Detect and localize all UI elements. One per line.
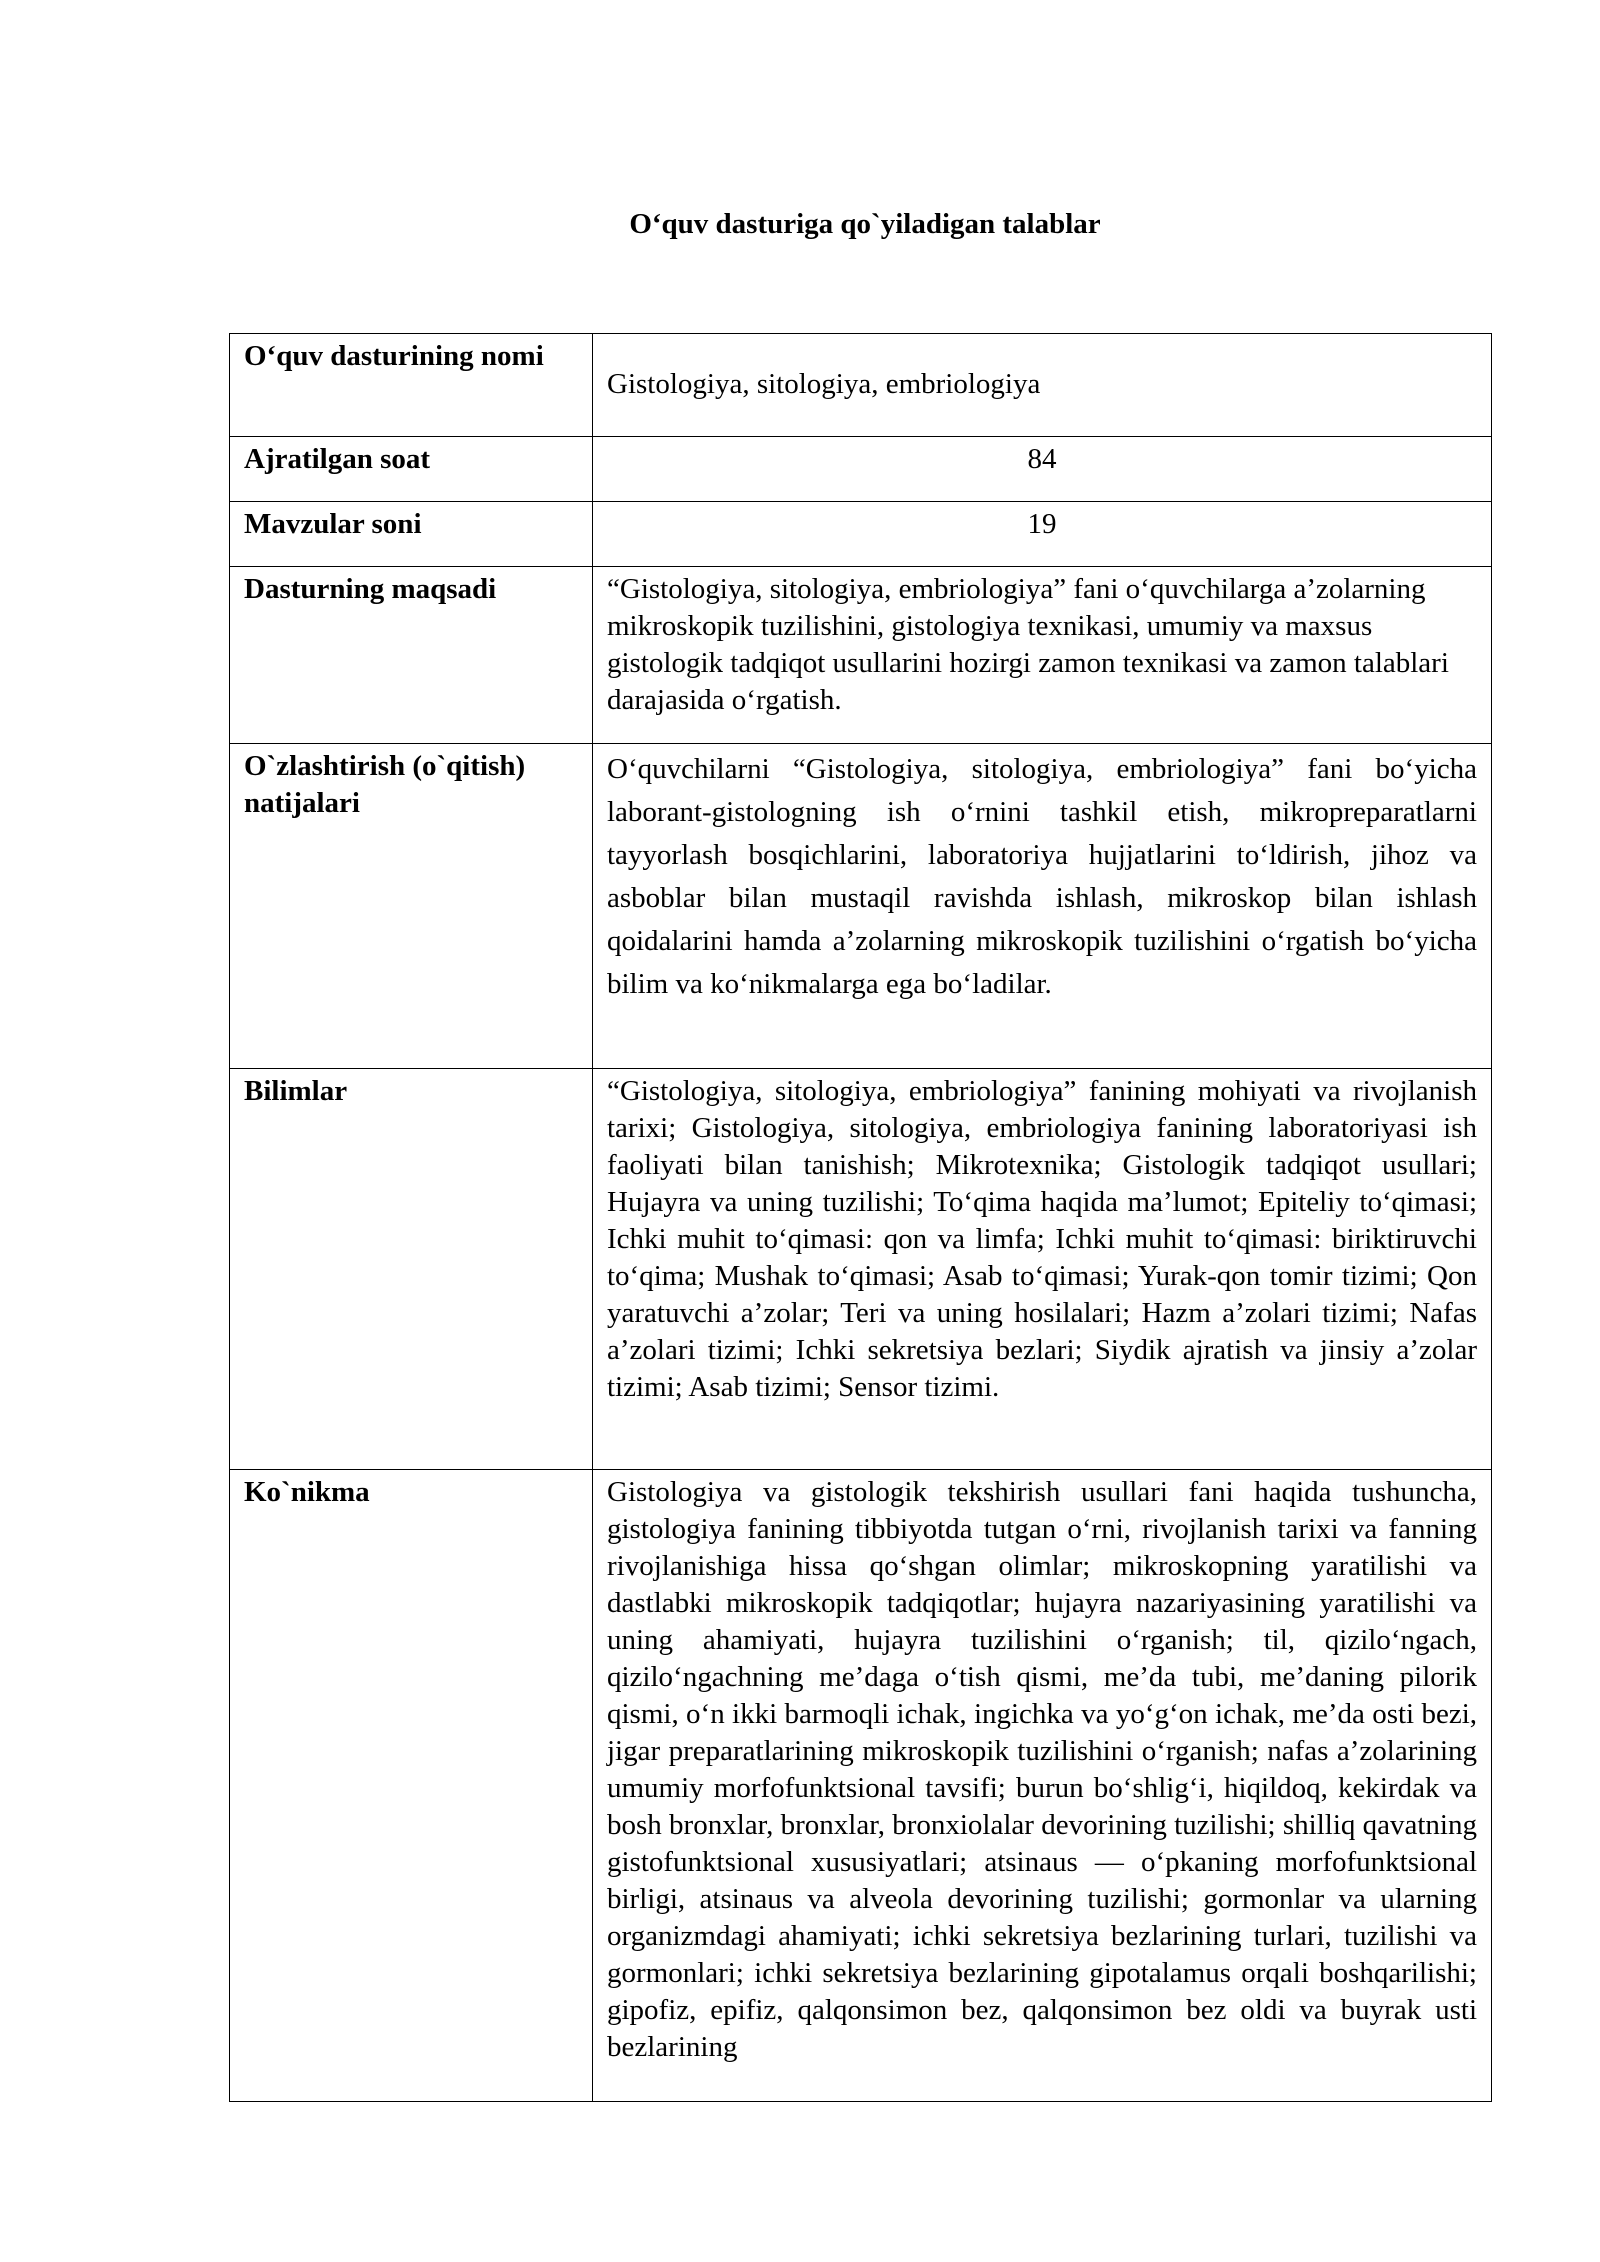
row-value-program-name: Gistologiya, sitologiya, embriologiya	[593, 334, 1492, 437]
table-row-knowledge	[230, 1069, 1492, 1470]
table-row-allocated-hours	[230, 437, 1492, 502]
row-value-program-goal: “Gistologiya, sitologiya, embriologiya” fani o‘quvchilarga a’zolarning mikroskopik tuzilishini, gistologiya texnikasi, umumiy va maxsus gistologik tadqiqot usullarini hozirgi zamon texnikasi va zamon talablari darajasida o‘rgatish.	[593, 567, 1492, 744]
row-value-learning-outcomes: O‘quvchilarni “Gistologiya, sitologiya, embriologiya” fani bo‘yicha laborant-gistologning ish o‘rnini tashkil etish, mikropreparatlarni tayyorlash bosqichlarini, laboratoriya hujjatlarini to‘ldirish, jihoz va asboblar bilan mustaqil ravishda ishlash, mikroskop bilan ishlash qoidalarini hamda a’zolarning mikroskopik tuzilishini o‘rgatish bo‘yicha bilim va ko‘nikmalarga ega bo‘ladilar.	[593, 744, 1492, 1069]
row-value-skills: Gistologiya va gistologik tekshirish usullari fani haqida tushuncha, gistologiya fanining tibbiyotda tutgan o‘rni, rivojlanish tarixi va fanning rivojlanishiga hissa qo‘shgan olimlar; mikroskopning yaratilishi va dastlabki mikroskopik tadqiqotlar; hujayra nazariyasining yaratilishi va uning ahamiyati, hujayra tuzilishini o‘rganish; til, qizilo‘ngach, qizilo‘ngachning me’daga o‘tish qismi, me’da tubi, me’daning pilorik qismi, o‘n ikki barmoqli ichak, ingichka va yo‘g‘on ichak, me’da osti bezi, jigar preparatlarining mikroskopik tuzilishini o‘rganish; nafas a’zolarining umumiy morfofunktsional tavsifi; burun bo‘shlig‘i, hiqildoq, kekirdak va bosh bronxlar, bronxlar, bronxiolalar devorining tuzilishi; shilliq qavatning gistofunktsional xususiyatlari; atsinaus — o‘pkaning morfofunktsional birligi, atsinaus va alveola devorining tuzilishi; gormonlar va ularning organizmdagi ahamiyati; ichki sekretsiya bezlarining turlari, tuzilishi va gormonlari; ichki sekretsiya bezlarining gipotalamus orqali boshqarilishi; gipofiz, epifiz, qalqonsimon bez, qalqonsimon bez oldi va buyrak usti bezlarining	[593, 1470, 1492, 2102]
requirements-table	[229, 333, 1492, 2102]
table-row-skills	[230, 1470, 1492, 2102]
row-label-allocated-hours: Ajratilgan soat	[230, 437, 593, 502]
page-title: O‘quv dasturiga qo`yiladigan talablar	[629, 208, 1101, 240]
row-label-topic-count: Mavzular soni	[230, 502, 593, 567]
row-value-allocated-hours: 84	[593, 437, 1492, 502]
row-label-program-goal: Dasturning maqsadi	[230, 567, 593, 744]
row-label-knowledge: Bilimlar	[230, 1069, 593, 1470]
table-row-topic-count	[230, 502, 1492, 567]
table-row-program-goal	[230, 567, 1492, 744]
row-value-knowledge: “Gistologiya, sitologiya, embriologiya” fanining mohiyati va rivojlanish tarixi; Gistologiya, sitologiya, embriologiya fanining laboratoriyasi ish faoliyati bilan tanishish; Mikrotexnika; Gistologik tadqiqot usullari; Hujayra va uning tuzilishi; To‘qima haqida ma’lumot; Epiteliy to‘qimasi; Ichki muhit to‘qimasi: qon va limfa; Ichki muhit to‘qimasi: biriktiruvchi to‘qima; Mushak to‘qimasi; Asab to‘qimasi; Yurak-qon tomir tizimi; Qon yaratuvchi a’zolar; Teri va uning hosilalari; Hazm a’zolari tizimi; Nafas a’zolari tizimi; Ichki sekretsiya bezlari; Siydik ajratish va jinsiy a’zolar tizimi; Asab tizimi; Sensor tizimi.	[593, 1069, 1492, 1470]
table-row-program-name	[230, 334, 1492, 437]
row-value-topic-count: 19	[593, 502, 1492, 567]
row-label-learning-outcomes: O`zlashtirish (o`qitish) natijalari	[230, 744, 593, 1069]
row-label-program-name: O‘quv dasturining nomi	[230, 334, 593, 437]
table-row-learning-outcomes	[230, 744, 1492, 1069]
row-label-skills: Ko`nikma	[230, 1470, 593, 2102]
